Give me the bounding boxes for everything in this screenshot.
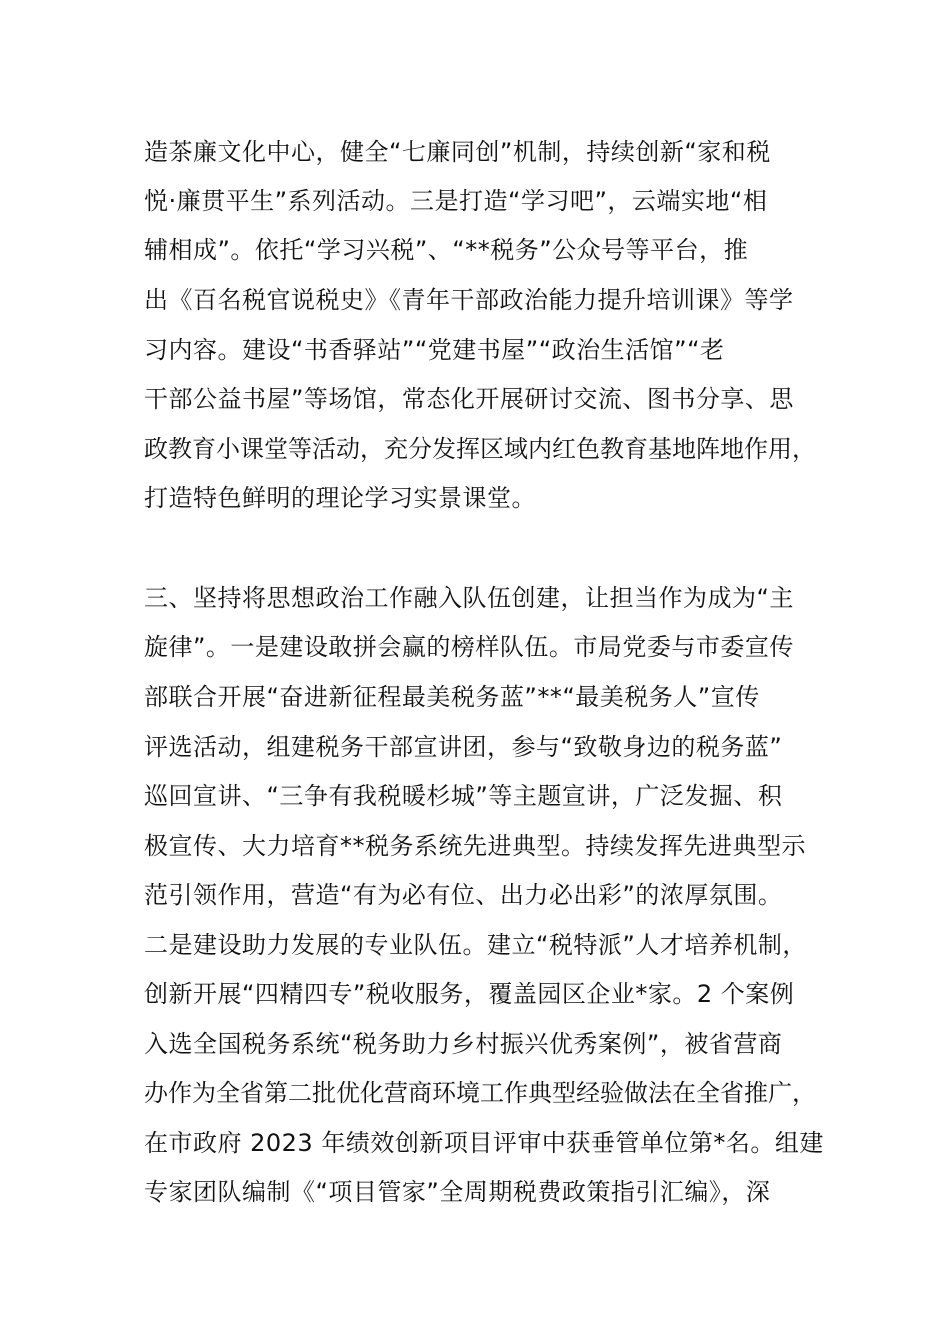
text-line: 出《百名税官说税史》《青年干部政治能力提升培训课》等学 — [144, 286, 794, 314]
text-line: 悦·廉贯平生”系列活动。三是打造“学习吧”，云端实地“相 — [144, 187, 768, 215]
text-line: 在市政府 2023 年绩效创新项目评审中获垂管单位第*名。组建 — [144, 1129, 824, 1157]
text-line: 巡回宣讲、“三争有我税暖杉城”等主题宣讲，广泛发掘、积 — [144, 782, 783, 810]
text-line: 造茶廉文化中心，健全“七廉同创”机制，持续创新“家和税 — [144, 138, 771, 166]
text-line: 部联合开展“奋进新征程最美税务蓝”**“最美税务人”宣传 — [144, 683, 760, 711]
text-line: 三、坚持将思想政治工作融入队伍创建，让担当作为成为“主 — [144, 584, 794, 612]
text-line: 范引领作用，营造“有为必有位、出力必出彩”的浓厚氛围。 — [144, 881, 783, 909]
text-line: 入选全国税务系统“税务助力乡村振兴优秀案例”，被省营商 — [144, 1030, 783, 1058]
text-line: 专家团队编制《“项目管家”全周期税费政策指引汇编》，深 — [144, 1178, 771, 1206]
text-line: 二是建设助力发展的专业队伍。建立“税特派”人才培养机制， — [144, 931, 807, 959]
text-line: 办作为全省第二批优化营商环境工作典型经验做法在全省推广， — [144, 1079, 816, 1107]
text-line: 政教育小课堂等活动，充分发挥区域内红色教育基地阵地作用， — [144, 435, 816, 463]
text-line: 干部公益书屋”等场馆，常态化开展研讨交流、图书分享、思 — [144, 385, 794, 413]
text-line: 评选活动，组建税务干部宣讲团，参与“致敬身边的税务蓝” — [144, 733, 783, 761]
text-line: 创新开展“四精四专”税收服务，覆盖园区企业*家。2 个案例 — [144, 980, 795, 1008]
text-line: 旋律”。一是建设敢拼会赢的榜样队伍。市局党委与市委宣传 — [144, 633, 794, 661]
text-line: 打造特色鲜明的理论学习实景课堂。 — [144, 484, 536, 512]
text-line: 习内容。建设“书香驿站”“党建书屋”“政治生活馆”“老 — [144, 336, 725, 364]
text-line: 极宣传、大力培育**税务系统先进典型。持续发挥先进典型示 — [144, 832, 806, 860]
text-line: 辅相成”。依托“学习兴税”、“**税务”公众号等平台，推 — [144, 236, 749, 264]
